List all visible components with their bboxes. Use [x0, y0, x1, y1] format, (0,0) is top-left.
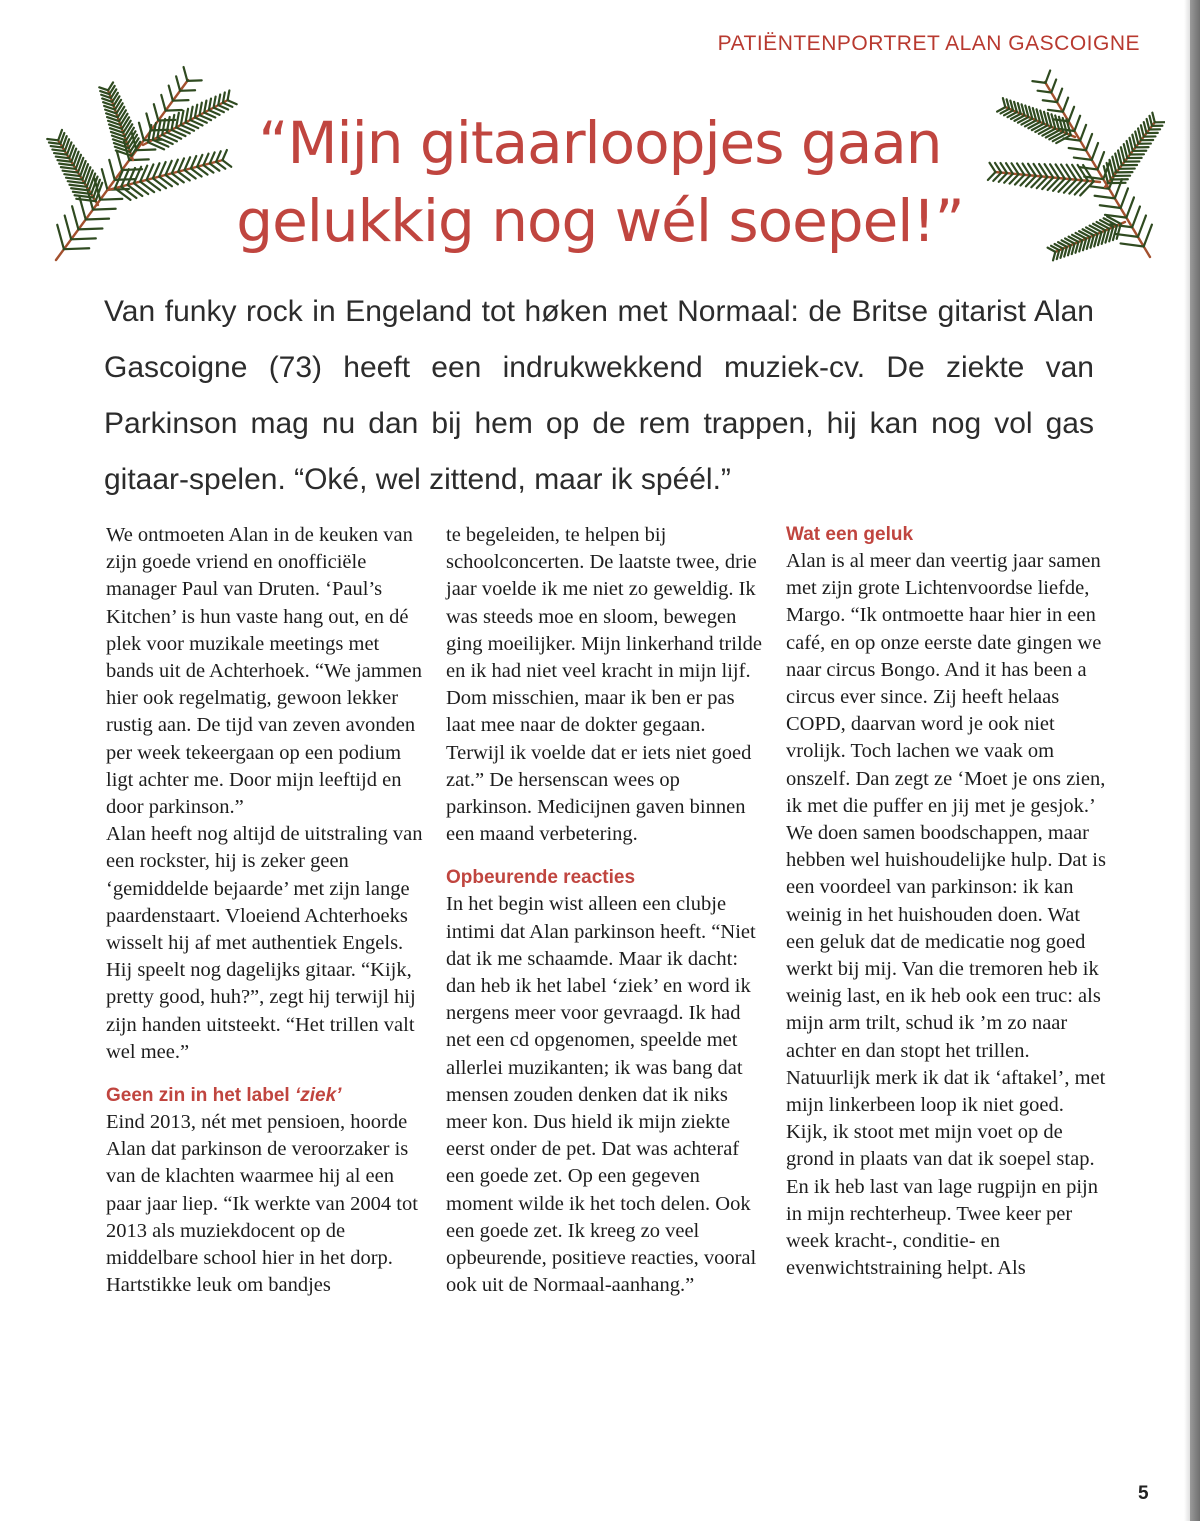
needle	[99, 87, 108, 90]
needle	[1063, 98, 1068, 112]
needle	[49, 143, 60, 144]
needle	[69, 185, 86, 187]
needle	[1092, 143, 1098, 160]
needle	[1080, 181, 1093, 195]
needle	[1147, 119, 1150, 130]
needle	[78, 228, 102, 229]
body-paragraph: Alan heeft nog altijd de uitstraling van een rockster, hij is zeker geen ‘gemiddelde bejaarde’ met zijn lange paardenstaart. Vloeiend Achterhoeks wisselt hij af met authentiek Engels. Hij speelt nog dagelijks gitaar. “Kijk, pretty good, huh?”, zegt hij terwijl hij zijn handen uitsteekt. “Het trillen valt wel mee.”	[106, 823, 423, 1063]
needle	[1051, 80, 1056, 93]
body-paragraph: We ontmoeten Alan in de keuken van zijn goede vriend en onofficiële manager Paul van Druten. ‘Paul’s Kitchen’ is hun vaste hang out, en dé plek voor muzikale meetings met bands uit de Achterhoek. “We jammen hier ook regelmatig, gewoon lekker rustig aan. De tijd van zeven avonden per week tekeergaan op een podium ligt achter me. Door mijn leeftijd en door parkinson.”	[106, 524, 422, 819]
article-column-2	[446, 522, 766, 1299]
needle	[52, 150, 64, 151]
needle	[1129, 138, 1132, 151]
needle	[68, 181, 85, 183]
page-edge	[1190, 0, 1200, 1521]
needle	[228, 90, 230, 100]
needle	[173, 100, 189, 101]
needle	[1057, 89, 1062, 103]
needle	[54, 153, 67, 155]
section-heading: Opbeurende reacties	[446, 867, 636, 889]
needle	[1032, 81, 1045, 83]
body-paragraph: In het begin wist alleen een clubje intimi dat Alan parkinson heeft. “Niet dat ik me schaamde. Maar ik dacht: dan heb ik het label ‘ziek’ en word ik nergens meer voor gevraagd. Ik had net een cd opgenomen, speelde met allerlei muzikanten; ik was bang dat mensen zouden denken dat ik niks meer kon. Dus hield ik mijn ziekte eerst onder de pet. Dat was achteraf een goede zet. Op een gegeven moment wilde ik het toch delen. Ook een goede zet. Ik kreeg zo veel opbeurende, positieve reacties, vooral ook uit de Normaal-aanhang.”	[446, 893, 757, 1297]
section-heading	[106, 1083, 426, 1109]
needle	[75, 195, 94, 197]
needle	[1124, 144, 1127, 158]
needle	[47, 139, 58, 140]
needle	[1152, 113, 1154, 123]
needle	[1144, 122, 1147, 133]
needle	[66, 178, 82, 180]
needle	[169, 86, 173, 101]
needle	[57, 225, 64, 249]
section-heading-text: Geen zin in het label	[106, 1085, 295, 1107]
headline-line-2: gelukkig nog wél soepel!”	[236, 187, 964, 255]
needle	[1141, 125, 1144, 136]
needle	[176, 76, 180, 90]
needle	[1053, 252, 1055, 261]
needle	[1144, 225, 1152, 247]
needle	[1132, 135, 1135, 148]
needle	[1138, 216, 1146, 237]
needle	[1079, 167, 1097, 169]
section-label: PATIËNTENPORTRET ALAN GASCOIGNE	[717, 32, 1140, 55]
needle	[71, 238, 96, 239]
needle	[109, 160, 114, 180]
needle	[1149, 116, 1152, 126]
headline	[150, 104, 1050, 260]
needle	[76, 199, 95, 201]
needle	[86, 219, 109, 220]
needle	[1075, 181, 1088, 195]
needle	[1135, 132, 1138, 144]
needle	[1067, 165, 1077, 180]
needle	[72, 206, 78, 229]
body-paragraph: te begeleiden, te helpen bij schoolconcerten. De laatste twee, drie jaar voelde ik me niet zo geweldig. Ik was steeds moe en sloom, bewegen ging moeilijker. Mijn linkerhand trilde en ik had niet veel kracht in mijn lijf. Dom misschien, maar ik ben er pas laat mee naar de dokter gegaan. Terwijl ik voelde dat er iets niet goed zat.” De hersenscan wees op parkinson. Medicijnen gaven binnen een maand verbetering.	[446, 524, 762, 846]
section-heading: Wat een geluk	[786, 524, 914, 545]
needle	[139, 123, 144, 141]
needle	[184, 67, 188, 81]
needle	[1100, 205, 1121, 208]
needle	[1138, 128, 1141, 140]
needle	[1086, 134, 1092, 150]
needle	[180, 90, 195, 91]
needle	[1095, 196, 1115, 199]
needle	[1121, 243, 1144, 246]
needle	[1053, 179, 1065, 191]
article-column-3	[786, 522, 1106, 1282]
needle	[65, 216, 72, 240]
needle	[117, 151, 122, 170]
needle	[51, 146, 63, 147]
body-paragraph: Eind 2013, nét met pensioen, hoorde Alan dat parkinson de veroorzaker is van de klachten waarmee hij al een paar jaar liep. “Ik werkte van 2004 tot 2013 als muziekdocent op de middelbare school hier in het dorp. Hartstikke leuk om bandjes	[106, 1111, 418, 1297]
needle	[1121, 188, 1128, 208]
article-column-1	[106, 522, 426, 1299]
needle	[1046, 70, 1051, 82]
needle	[1074, 158, 1092, 160]
needle	[1058, 179, 1070, 192]
needle	[1069, 148, 1086, 150]
needle	[1069, 180, 1082, 193]
needle	[187, 80, 201, 81]
needle	[93, 209, 116, 210]
needle	[1132, 207, 1140, 228]
needle	[1126, 197, 1134, 217]
needle	[1069, 107, 1074, 122]
headline-line-1: “Mijn gitaarloopjes gaan	[258, 109, 942, 177]
section-heading-italic: ‘ziek’	[294, 1085, 342, 1107]
needle	[100, 199, 122, 200]
needle	[64, 248, 89, 249]
needle	[1074, 116, 1080, 131]
page-number: 5	[1138, 1483, 1149, 1504]
intro-paragraph: Van funky rock in Engeland tot høken met Normaal: de Britse gitarist Alan Gascoigne (73) heeft een indrukwekkend muziek-cv. De ziekte van Parkinson mag nu dan bij hem op de rem trappen, hij kan nog vol gas gitaar-spelen. “Oké, wel zittend, maar ik spéél.”	[104, 295, 1094, 496]
needle	[1127, 141, 1130, 155]
needle	[1064, 180, 1076, 193]
body-paragraph: Alan is al meer dan veertig jaar samen met zijn grote Lichtenvoordse liefde, Margo. “Ik ontmoette haar hier in een café, en op onze eerste date gingen we naar circus Bongo. And it has been a circus ever since. Zij heeft helaas COPD, daarvan word je ook niet vrolijk. Toch lachen we vaak om onszelf. Dan zegt ze ‘Moet je ons zien, ik met die puffer en jij met je gesjok.’ We doen samen boodschappen, maar hebben wel huishoudelijke hulp. Dat is een voordeel van parkinson: ik kan weinig in het huishouden doen. Wat een geluk dat de medicatie nog goed werkt bij mij. Van die tremoren heb ik weinig last, en ik heb ook een truc: als mijn arm trilt, schud ik ’m zo naar achter en dan stopt het trillen. Natuurlijk merk ik dat ik ‘aftakel’, met mijn linkerbeen loop ik niet goed. Kijk, ik stoot met mijn voet op de grond in plaats van dat ik soepel stap. En ik heb last van lage rugpijn en pijn in mijn rechterheup. Twee keer per week kracht-, conditie- en evenwichtstraining helpt. Als	[786, 550, 1106, 1280]
needle	[102, 169, 108, 190]
needle	[1080, 125, 1086, 141]
